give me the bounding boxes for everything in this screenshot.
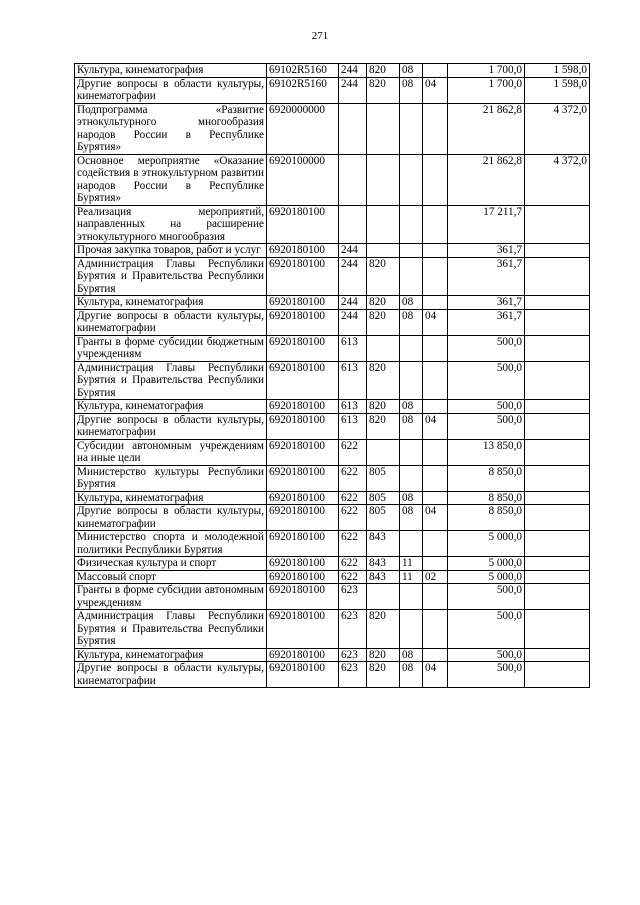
row-code-cell: 6920180100 (267, 296, 339, 310)
row-grbs-cell (367, 103, 400, 154)
row-pr-cell: 02 (423, 570, 448, 584)
row-sum1-cell: 500,0 (448, 361, 525, 400)
row-sum1-cell: 8 850,0 (448, 465, 525, 491)
row-name-cell: Физическая культура и спорт (75, 557, 267, 571)
row-sum2-cell (525, 557, 590, 571)
row-sum1-cell: 500,0 (448, 413, 525, 439)
row-sum2-cell (525, 335, 590, 361)
row-grbs-cell: 820 (367, 296, 400, 310)
row-grbs-cell: 843 (367, 570, 400, 584)
row-sum1-cell: 8 850,0 (448, 505, 525, 531)
table-row (75, 244, 590, 258)
row-vr-cell: 622 (339, 465, 367, 491)
row-sum1-cell: 500,0 (448, 610, 525, 649)
row-code-cell: 69102R5160 (267, 64, 339, 78)
row-name-cell: Реализация мероприятий, направленных на расширение этнокультурного многообразия (75, 205, 267, 244)
row-sum2-cell: 1 598,0 (525, 77, 590, 103)
row-rz-cell (400, 361, 423, 400)
row-sum1-cell: 13 850,0 (448, 439, 525, 465)
table-row (75, 557, 590, 571)
row-code-cell: 6920180100 (267, 413, 339, 439)
row-code-cell: 6920180100 (267, 439, 339, 465)
row-code-cell: 6920180100 (267, 361, 339, 400)
row-vr-cell: 244 (339, 309, 367, 335)
row-sum2-cell (525, 413, 590, 439)
row-name-cell: Администрация Главы Республики Бурятия и Правительства Республики Бурятия (75, 257, 267, 296)
row-pr-cell: 04 (423, 309, 448, 335)
row-vr-cell: 622 (339, 531, 367, 557)
row-code-cell: 6920000000 (267, 103, 339, 154)
row-pr-cell: 04 (423, 77, 448, 103)
row-sum1-cell: 21 862,8 (448, 103, 525, 154)
table-row (75, 154, 590, 205)
row-name-cell: Министерство спорта и молодежной политики Республики Бурятия (75, 531, 267, 557)
row-vr-cell: 622 (339, 570, 367, 584)
row-vr-cell: 613 (339, 335, 367, 361)
row-name-cell: Прочая закупка товаров, работ и услуг (75, 244, 267, 258)
table-row (75, 361, 590, 400)
row-rz-cell (400, 103, 423, 154)
row-sum1-cell: 500,0 (448, 662, 525, 688)
row-sum1-cell: 500,0 (448, 400, 525, 414)
table-row (75, 491, 590, 505)
row-vr-cell: 623 (339, 662, 367, 688)
row-grbs-cell: 820 (367, 64, 400, 78)
row-grbs-cell: 820 (367, 309, 400, 335)
row-name-cell: Другие вопросы в области культуры, кинематографии (75, 77, 267, 103)
row-name-cell: Культура, кинематография (75, 64, 267, 78)
row-pr-cell (423, 103, 448, 154)
row-code-cell: 6920180100 (267, 257, 339, 296)
row-grbs-cell (367, 244, 400, 258)
row-rz-cell (400, 335, 423, 361)
row-rz-cell: 08 (400, 662, 423, 688)
row-vr-cell: 622 (339, 439, 367, 465)
row-rz-cell: 08 (400, 296, 423, 310)
row-sum2-cell (525, 296, 590, 310)
row-rz-cell (400, 439, 423, 465)
row-pr-cell (423, 531, 448, 557)
row-name-cell: Подпрограмма «Развитие этнокультурного многообразия народов России в Республике Бурятия» (75, 103, 267, 154)
row-grbs-cell: 820 (367, 400, 400, 414)
row-sum1-cell: 361,7 (448, 296, 525, 310)
row-sum2-cell (525, 439, 590, 465)
row-vr-cell (339, 154, 367, 205)
row-grbs-cell: 805 (367, 505, 400, 531)
row-rz-cell (400, 257, 423, 296)
table-row (75, 584, 590, 610)
row-vr-cell: 613 (339, 400, 367, 414)
row-code-cell: 6920180100 (267, 491, 339, 505)
row-sum1-cell: 361,7 (448, 244, 525, 258)
row-sum1-cell: 500,0 (448, 335, 525, 361)
row-rz-cell (400, 531, 423, 557)
row-vr-cell: 623 (339, 648, 367, 662)
row-sum1-cell: 500,0 (448, 648, 525, 662)
row-vr-cell (339, 205, 367, 244)
row-grbs-cell (367, 154, 400, 205)
row-code-cell: 6920180100 (267, 570, 339, 584)
table-row (75, 335, 590, 361)
row-pr-cell (423, 296, 448, 310)
row-vr-cell: 613 (339, 413, 367, 439)
table-row (75, 413, 590, 439)
table-row (75, 103, 590, 154)
row-sum2-cell (525, 244, 590, 258)
table-row (75, 648, 590, 662)
row-rz-cell: 08 (400, 400, 423, 414)
table-row (75, 465, 590, 491)
row-sum2-cell (525, 584, 590, 610)
row-sum2-cell (525, 648, 590, 662)
row-sum2-cell (525, 662, 590, 688)
row-sum1-cell: 8 850,0 (448, 491, 525, 505)
row-sum2-cell (525, 361, 590, 400)
row-vr-cell: 622 (339, 491, 367, 505)
row-name-cell: Другие вопросы в области культуры, кинематографии (75, 309, 267, 335)
row-code-cell: 6920180100 (267, 309, 339, 335)
row-name-cell: Гранты в форме субсидии автономным учреждениям (75, 584, 267, 610)
row-code-cell: 6920180100 (267, 465, 339, 491)
row-code-cell: 6920180100 (267, 400, 339, 414)
row-sum1-cell: 21 862,8 (448, 154, 525, 205)
row-rz-cell (400, 465, 423, 491)
row-sum2-cell (525, 491, 590, 505)
row-code-cell: 6920180100 (267, 205, 339, 244)
row-pr-cell (423, 335, 448, 361)
row-sum1-cell: 5 000,0 (448, 531, 525, 557)
row-sum2-cell: 4 372,0 (525, 103, 590, 154)
row-pr-cell: 04 (423, 505, 448, 531)
table-row (75, 309, 590, 335)
row-code-cell: 6920180100 (267, 531, 339, 557)
row-vr-cell: 244 (339, 296, 367, 310)
row-rz-cell (400, 244, 423, 258)
table-body (75, 64, 590, 688)
row-rz-cell: 11 (400, 557, 423, 571)
row-pr-cell (423, 610, 448, 649)
row-rz-cell (400, 584, 423, 610)
row-sum2-cell (525, 400, 590, 414)
table-row (75, 439, 590, 465)
row-pr-cell (423, 584, 448, 610)
row-rz-cell: 08 (400, 413, 423, 439)
row-pr-cell (423, 648, 448, 662)
row-name-cell: Культура, кинематография (75, 296, 267, 310)
row-pr-cell (423, 64, 448, 78)
row-grbs-cell: 843 (367, 557, 400, 571)
row-grbs-cell: 820 (367, 648, 400, 662)
row-code-cell: 6920180100 (267, 610, 339, 649)
table-row (75, 610, 590, 649)
budget-table (74, 63, 590, 688)
row-vr-cell: 613 (339, 361, 367, 400)
row-name-cell: Субсидии автономным учреждениям на иные цели (75, 439, 267, 465)
row-rz-cell: 08 (400, 648, 423, 662)
row-name-cell: Администрация Главы Республики Бурятия и Правительства Республики Бурятия (75, 610, 267, 649)
row-grbs-cell: 820 (367, 257, 400, 296)
table-row (75, 77, 590, 103)
row-sum2-cell (525, 505, 590, 531)
row-rz-cell: 08 (400, 505, 423, 531)
row-code-cell: 6920100000 (267, 154, 339, 205)
page-number: 271 (311, 30, 329, 42)
row-vr-cell: 622 (339, 557, 367, 571)
row-rz-cell (400, 154, 423, 205)
row-grbs-cell (367, 205, 400, 244)
row-pr-cell (423, 439, 448, 465)
row-grbs-cell: 820 (367, 413, 400, 439)
row-name-cell: Другие вопросы в области культуры, кинематографии (75, 505, 267, 531)
table-row (75, 257, 590, 296)
row-name-cell: Другие вопросы в области культуры, кинематографии (75, 413, 267, 439)
row-grbs-cell (367, 439, 400, 465)
row-name-cell: Культура, кинематография (75, 491, 267, 505)
row-code-cell: 69102R5160 (267, 77, 339, 103)
table-row (75, 205, 590, 244)
row-vr-cell: 244 (339, 77, 367, 103)
row-grbs-cell: 820 (367, 77, 400, 103)
row-sum1-cell: 1 700,0 (448, 77, 525, 103)
row-pr-cell: 04 (423, 662, 448, 688)
row-rz-cell: 11 (400, 570, 423, 584)
row-sum2-cell (525, 570, 590, 584)
table-row (75, 505, 590, 531)
table-row (75, 662, 590, 688)
row-pr-cell (423, 465, 448, 491)
row-pr-cell (423, 557, 448, 571)
row-grbs-cell: 805 (367, 465, 400, 491)
row-pr-cell (423, 244, 448, 258)
row-pr-cell (423, 400, 448, 414)
row-code-cell: 6920180100 (267, 662, 339, 688)
row-rz-cell: 08 (400, 309, 423, 335)
row-pr-cell (423, 205, 448, 244)
row-rz-cell: 08 (400, 491, 423, 505)
row-code-cell: 6920180100 (267, 244, 339, 258)
row-sum2-cell (525, 309, 590, 335)
row-sum2-cell (525, 531, 590, 557)
row-sum2-cell (525, 257, 590, 296)
row-code-cell: 6920180100 (267, 557, 339, 571)
row-grbs-cell: 843 (367, 531, 400, 557)
row-pr-cell (423, 257, 448, 296)
row-name-cell: Другие вопросы в области культуры, кинематографии (75, 662, 267, 688)
row-grbs-cell (367, 335, 400, 361)
row-sum1-cell: 5 000,0 (448, 557, 525, 571)
row-vr-cell: 623 (339, 584, 367, 610)
row-sum1-cell: 361,7 (448, 257, 525, 296)
row-grbs-cell (367, 584, 400, 610)
table-row (75, 296, 590, 310)
row-name-cell: Министерство культуры Республики Бурятия (75, 465, 267, 491)
row-grbs-cell: 820 (367, 361, 400, 400)
row-grbs-cell: 805 (367, 491, 400, 505)
row-pr-cell: 04 (423, 413, 448, 439)
row-rz-cell (400, 205, 423, 244)
row-name-cell: Культура, кинематография (75, 400, 267, 414)
row-sum2-cell (525, 205, 590, 244)
row-pr-cell (423, 491, 448, 505)
row-vr-cell: 244 (339, 64, 367, 78)
row-rz-cell: 08 (400, 77, 423, 103)
row-rz-cell (400, 610, 423, 649)
row-sum2-cell: 1 598,0 (525, 64, 590, 78)
row-grbs-cell: 820 (367, 662, 400, 688)
row-sum1-cell: 17 211,7 (448, 205, 525, 244)
row-name-cell: Гранты в форме субсидии бюджетным учреждениям (75, 335, 267, 361)
row-pr-cell (423, 154, 448, 205)
row-name-cell: Массовый спорт (75, 570, 267, 584)
row-sum2-cell (525, 610, 590, 649)
row-sum2-cell (525, 465, 590, 491)
row-sum1-cell: 361,7 (448, 309, 525, 335)
row-sum1-cell: 5 000,0 (448, 570, 525, 584)
row-sum2-cell: 4 372,0 (525, 154, 590, 205)
table-row (75, 400, 590, 414)
row-name-cell: Основное мероприятие «Оказание содействия в этнокультурном развитии народов России в Республике Бурятия» (75, 154, 267, 205)
row-vr-cell: 244 (339, 244, 367, 258)
row-sum1-cell: 1 700,0 (448, 64, 525, 78)
table-row (75, 570, 590, 584)
row-code-cell: 6920180100 (267, 335, 339, 361)
row-vr-cell: 622 (339, 505, 367, 531)
row-pr-cell (423, 361, 448, 400)
row-name-cell: Культура, кинематография (75, 648, 267, 662)
row-rz-cell: 08 (400, 64, 423, 78)
row-code-cell: 6920180100 (267, 505, 339, 531)
row-vr-cell: 244 (339, 257, 367, 296)
row-sum1-cell: 500,0 (448, 584, 525, 610)
row-name-cell: Администрация Главы Республики Бурятия и Правительства Республики Бурятия (75, 361, 267, 400)
table-row (75, 64, 590, 78)
row-code-cell: 6920180100 (267, 648, 339, 662)
row-vr-cell: 623 (339, 610, 367, 649)
table-row (75, 531, 590, 557)
row-code-cell: 6920180100 (267, 584, 339, 610)
row-grbs-cell: 820 (367, 610, 400, 649)
row-vr-cell (339, 103, 367, 154)
